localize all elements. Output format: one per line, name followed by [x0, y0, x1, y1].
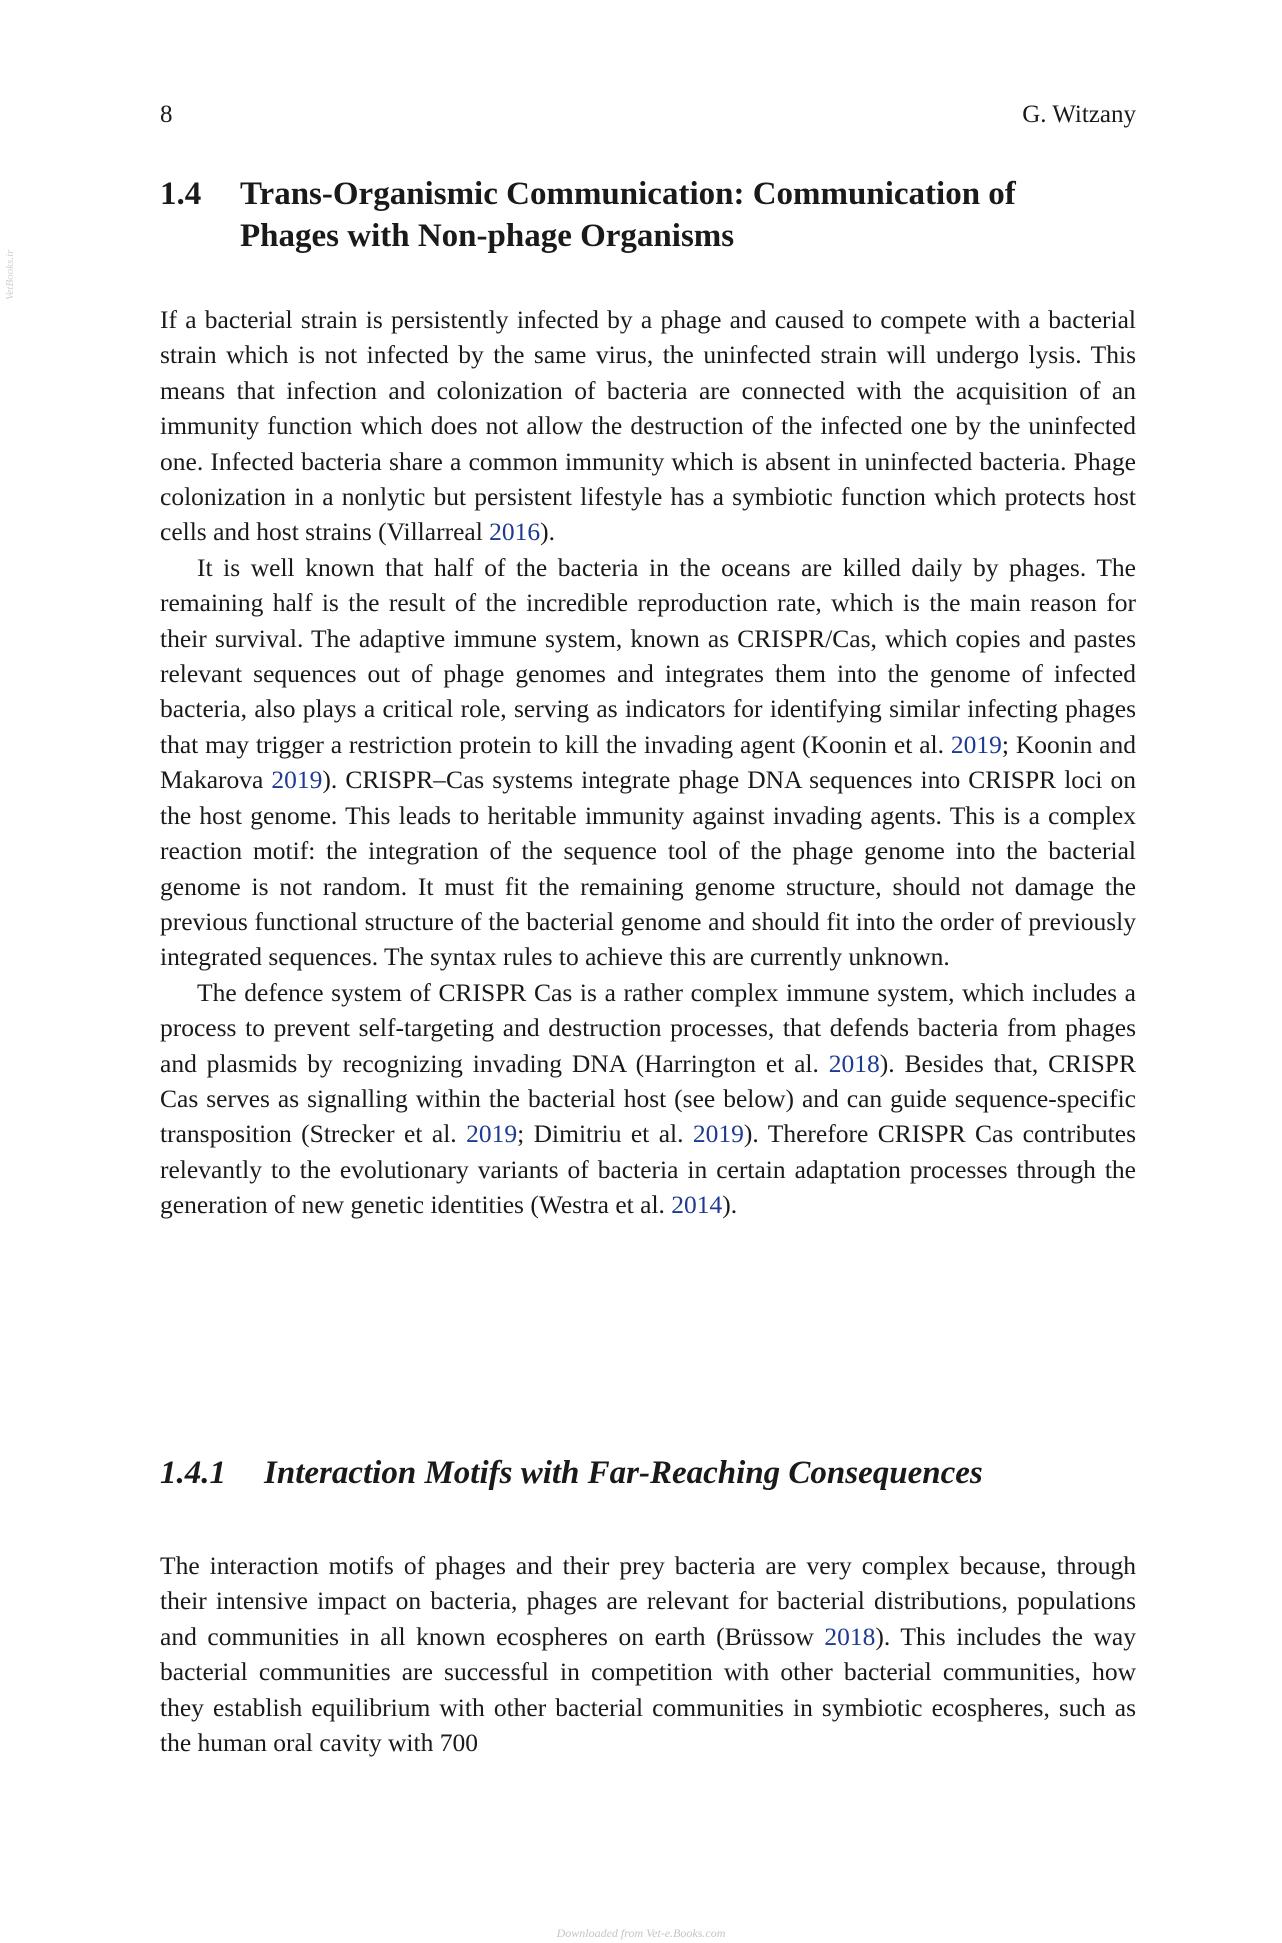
citation-link[interactable]: 2019: [271, 765, 323, 795]
section-title: Trans-Organismic Communication: Communication of Phages with Non-phage Organisms: [240, 176, 1016, 254]
citation-link[interactable]: 2016: [489, 517, 541, 547]
subsection-body: [160, 1548, 1136, 1760]
paragraph: If a bacterial strain is persistently infected by a phage and caused to compete with a bacterial strain which is not infected by the same virus, the uninfected strain will undergo lysis. This means that infection and colonization of bacteria are connected with the acquisition of an immunity function which does not allow the destruction of the infected one by the uninfected one. Infected bacteria share a common immunity which is absent in uninfected bacteria. Phage colonization in a nonlytic but persistent lifestyle has a symbiotic function which protects host cells and host strains (Villarreal 2016).: [160, 305, 1136, 547]
citation-link[interactable]: 2019: [692, 1119, 744, 1149]
running-head-author: G. Witzany: [1022, 101, 1136, 128]
paragraph: It is well known that half of the bacteria in the oceans are killed daily by phages. The remaining half is the result of the incredible reproduction rate, which is the main reason for their survival. The adaptive immune system, known as CRISPR/​Cas, which copies and pastes relevant sequences out of phage genomes and integrates them into the genome of infected bacteria, also plays a critical role, serving as indicators for identifying similar infecting phages that may trigger a restriction protein to kill the invading agent (Koonin et al. 2019; Koonin and Makarova 2019). CRISPR–Cas systems integrate phage DNA sequences into CRISPR loci on the host genome. This leads to heritable immunity against invading agents. This is a complex reaction motif: the integration of the sequence tool of the phage genome into the bacterial genome is not random. It must fit the remaining genome structure, should not damage the previous functional structure of the bacterial genome and should fit into the order of previously integrated sequences. The syntax rules to achieve this are currently unknown.: [160, 552, 1137, 972]
citation-link[interactable]: 2018: [824, 1621, 876, 1651]
footer-watermark: Downloaded from Vet-e.Books.com: [556, 1926, 726, 1940]
citation-link[interactable]: 2019: [466, 1119, 518, 1149]
paragraph: The interaction motifs of phages and their prey bacteria are very complex because, through their intensive impact on bacteria, phages are relevant for bacterial distributions, populations and communities in all known ecospheres on earth (Brüssow 2018). This includes the way bacterial communities are successful in competition with other bacterial communities, how they establish equilibrium with other bacterial communities in symbiotic ecospheres, such as the human oral cavity with 700: [160, 1551, 1136, 1758]
side-watermark: VetBooks.ir: [4, 249, 16, 300]
paragraph: The defence system of CRISPR Cas is a rather complex immune system, which includes a process to prevent self-targeting and destruction processes, that defends bacteria from phages and plasmids by recognizing invading DNA (Harrington et al. 2018). Besides that, CRISPR Cas serves as signalling within the bacterial host (see below) and can guide sequence-specific transposition (Strecker et al. 2019; Dimitriu et al. 2019). Therefore CRISPR Cas contributes relevantly to the evolutionary variants of bacteria in certain adaptation processes through the generation of new genetic identities (Westra et al. 2014).: [160, 977, 1136, 1220]
section-number: 1.4: [160, 176, 202, 212]
page-number: 8: [160, 101, 173, 128]
subsection-title: Interaction Motifs with Far-Reaching Consequences: [264, 1455, 983, 1491]
subsection-number: 1.4.1: [160, 1455, 226, 1491]
citation-link[interactable]: 2014: [671, 1190, 723, 1220]
section-body: [160, 302, 1136, 1223]
citation-link[interactable]: 2019: [950, 729, 1002, 759]
citation-link[interactable]: 2018: [828, 1048, 880, 1078]
